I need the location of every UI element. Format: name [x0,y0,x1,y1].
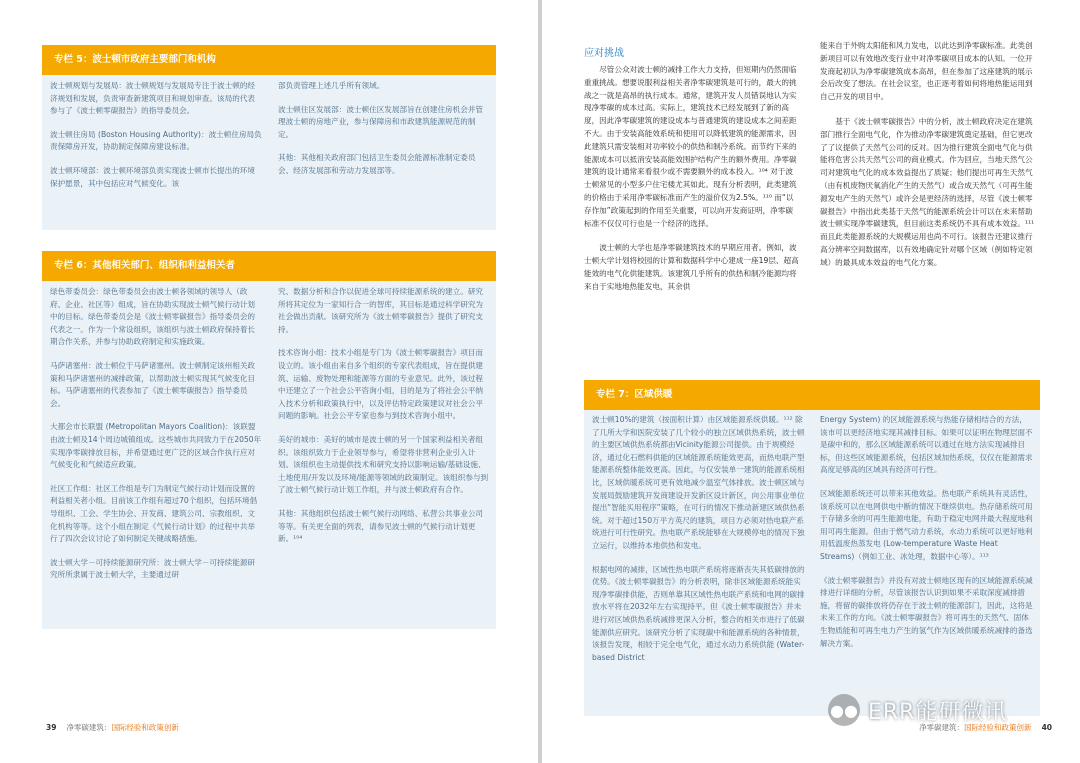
box7-col2 [820,414,1034,712]
box5-header [42,45,496,75]
footer-title-right: 净零碳建筑： [919,723,965,732]
box6-para: 大都会市长联盟 (Metropolitan Mayors Coalition)：该联盟由波士顿及14个周边城镇组成。这些城市共同致力于在2050年实现净零碳排放目标，并希望通过更广泛的区域合作执行应对气候变化和气候适应政策。 [50,422,262,470]
box5-para: 波士顿住房局 (Boston Housing Authority)：波士顿住房局负责保障房开发，协助制定保障房建设标准。 [50,129,262,152]
body-para: 基于《波士顿零碳报告》中的分析，波士顿政府决定在建筑部门推行全面电气化，作为推动净零碳建筑奠定基础，但它更改了了议提供了天然气公司的反对。因为推行建筑全面电气化与供能将危害公共天然气公司的商业模式。作为回应，当地天然气公司对建筑电气化的成本效益提出了质疑；他们提出可再生天然气（由有机废物厌氧消化产生的天然气）或合成天然气（可再生能源发电产生的天然气）或许会是更经济的选择，尽管《波士顿零碳报告》中指出此类基于天然气的能源系统会计可以在未来帮助波士顿实现净零碳建筑，但目前这类系统仍不具有成本效益。¹¹¹ 而且此类能源系统的大规模运用也尚不可行。该报告还建议推行高分辨率空间数据库，以有效地确定针对哪个区域（例如特定领域）的最具成本效益的电气化方案。 [820,116,1035,267]
box7-para: 根据电网的减排，区域性热电联产系统将逐渐丧失其低碳排放的优势。《波士顿零碳报告》的分析表明，除非区域能源系统能实现净零碳排供能，否则单靠其区域性热电联产系统和电网的碳排放水平将在2032年左右实现持平。但《波士顿零碳报告》并未进行对区域供热系统减排更深入分析，整合的相关市进行了低碳能源供应研究。该研究分析了实现碳中和能源系统的各种情景，该报告发现，相较于完全电气化，通过水动力系统供能 (Water-based District [592,564,805,662]
box7-title: 专栏 7：区域供暖 [596,389,673,400]
box6-para: 绿色带委员会：绿色带委员会由波士顿各领域的领导人（政府、企业、社区等）组成，旨在协助实现波士顿气候行动计划中的目标。绿色带委员会是《波士顿零碳报告》指导委员会的代表之一。作为一个常设组织，该组织与波士顿政府保持着长期合作关系，并参与协助政府制定和实施政策。 [50,287,256,347]
watermark-text: ERR能研微讯 [868,699,1008,725]
footer-subtitle-left: 国际经验和政策创新 [111,723,179,732]
box6-para: 马萨诸塞州：波士顿位于马萨诸塞州。波士顿制定该州相关政策和马萨诸塞州的减排政策，以帮助波士顿实现其气候变化目标。马萨诸塞州的代表参加了《波士顿零碳报告》指导委员会。 [50,360,256,408]
box6-para: 技术咨询小组：技术小组是专门为《波士顿零碳报告》项目而设立的。该小组由来自多个组织的专家代表组成，旨在提供建筑、运输、废物处理和能源等方面的专业意见。此外，该过程中还建立了一个社会公平咨询小组，目的是为了将社会公平纳入技术分析和政策执行中，以及评估特定政策建议对社会公平问题的影响。社会公平专家也参与到技术咨询小组中。 [278,348,484,421]
body-para: 能来自于外购太阳能和风力发电，以此达到净零碳标准。此类创新项目可以有效地改变行业中对净零碳项目成本的认知。一位开发商起初认为净零碳建筑成本高昂，但在参加了这座建筑的展示会后改变了想法。在社会议室，也正逐考着如何将地热能运用到自己开发的项目中。 [820,41,1033,102]
right-body-col2 [820,40,1040,356]
box7-para: 《波士顿零碳报告》并没有对波士顿地区现有的区域能源系统减排进行详细的分析，尽管该报告认识到如果不采取深度减排措施，将留的碳排放将仍存在于波士顿的能源部门，因此，这将是未来工作的方向。《波士顿零碳报告》将可再生的天然气、固体生物质能和可再生电力产生的氢气作为区域供暖系统减排的备选解决方案。 [820,575,1033,648]
box7-para: Energy System) 的区域能源系统与热能存储相结合的方法，该市可以更经济地实现其减排目标。如果可以证明在物理层面不是碳中和的，那么区域能源系统可以通过在地方法实现减排目标，但这些区域能源系统，包括区域加热系统，仅仅在能源需求高度足够高的区域具有经济可行性。 [820,415,1033,475]
box6-para: 社区工作组：社区工作组是专门为制定气候行动计划而设置的利益相关者小组。目前该工作组有超过70个组织，包括环境倡导组织、工会、学生协会、开发商、建筑公司、宗教组织、文化机构等等。这个小组在制定《气候行动计划》的过程中共举行了四次会议讨论了如何制定关键战略措施。 [50,483,258,544]
box5-para: 波士顿规划与发展局：波士顿规划与发展局专注于波士顿的经济规划和发展，负责审查新建筑项目和规划审查。该局的代表参与了《波士顿零碳报告》的指导委员会。 [50,81,256,116]
box6-col1 [50,286,262,626]
box7-col1 [592,414,806,712]
right-page [542,0,1080,763]
box5-title: 专栏 5：波士顿市政府主要部门和机构 [54,54,216,65]
section-title: 应对挑战 [584,48,624,59]
right-body-col1 [584,64,800,356]
box6-para: 其他：其他组织包括波士顿气候行动网络、私营公共事业公司等等。有关更全面的列表，请参见波士顿的气候行动计划更新。¹⁰⁴ [278,508,484,544]
footer-title-left: 净零碳建筑： [66,723,112,732]
box7-header [584,380,1040,410]
box5-para: 部负责管理上述几乎所有领域。 [278,81,385,90]
box6-para: 究、数据分析和合作以促进全球可持续能源系统的建立。研究所将其定位为一家知行合一的智库，其目标是通过科学研究为社会做出贡献。该研究所为《波士顿零碳报告》提供了研究支持。 [278,287,484,334]
box6-header [42,251,496,281]
page-number-left: 39 [46,723,57,732]
box7-para: 区域能源系统还可以带来其他效益。热电联产系统具有灵活性，该系统可以在电网供电中断的情况下继续供电。热存储系统可用于存储多余的可再生能源电能，有助于稳定电网并最大程度地利用可再生能源。但由于燃气动力系统，水动力系统可以更好地利用低温废热蒸发电 (Low-temperature Waste Heat Streams)（例如工业、冰处理，数据中心等）。¹¹³ [820,488,1033,561]
box5-para: 其他：其他相关政府部门包括卫生委员会能源标准制定委员会、经济发展部和劳动力发展部等。 [278,153,476,175]
box5-para: 波士顿住区发展部：波士顿住区发展部旨在创建住房机会并管理波士顿的房地产业，参与保障房和市政建筑能源规范的制定。 [278,104,484,139]
box6-para: 波士顿大学－可持续能源研究所：波士顿大学－可持续能源研究所所隶属于波士顿大学，主要通过研 [50,557,256,580]
wechat-icon: ●● [828,694,860,726]
box6-para: 美好的城市：美好的城市是波士顿的另一个国家利益相关者组织。该组织致力于企业领导参与，希望将非营利企业引入计划。该组织也主动提供技术和研究支持以影响运输/基础设施、土地使用/开发以及环境/能源等领域的政策制定。该组织参与到了波士顿气候行动计划工作组，并与波士顿政府有合作。 [278,434,489,495]
page-number-right: 40 [1041,723,1052,732]
box6-col2 [278,286,490,626]
watermark [828,690,1007,730]
box5-col2 [278,80,490,226]
box7-para: 波士顿10%的建筑（按面积计算）由区域能源系统供暖。¹¹² 除了几所大学和医院安装了几个较小的独立区域供热系统，波士顿的主要区域供热系统都由Vicinity能源公司提供。由于规模经济，通过化石燃料供能的区域能源系统能效更高，而热电联产型能源系统整体能效更高。因此，与仅安装单一建筑的能源系统相比，区域供暖系统可更有效地减少温室气体排放。波士顿区域与发展局鼓励建筑开发商建设开发新区设计新区，向公用事业单位提出“智能买用程序”策略，在可行的情况下推动新建区域供热系统。对于超过150万平方英尺的建筑，项目方必须对热电联产系统进行可行性研究。热电联产系统能够在大规模停电的情况下独立运行，以维持本地供热和发电。 [592,415,805,550]
box5-col1 [50,80,262,226]
box5-para: 波士顿环境部：波士顿环境部负责实现波士顿市长提出的环境保护愿景，其中包括应对气候变化。该 [50,165,256,188]
body-para: 尽管公众对波士顿的减排工作大力支持，但短期内仍然面临重重挑战。想要说服利益相关者净零碳建筑是可行的，最大的挑战之一就是高昂的执行成本。通常，建筑开发人员错误地认为实现净零碳的成本过高。实际上，建筑技术已经发展到了新的高度，因此净零碳建筑的建设成本与普通建筑的建设成本之间差距不大。由于安装高能效系统和使用可以降低建筑的能源需求，因此建筑只需安装相对功率较小的供热和制冷系统。而节约下来的能源成本可以抵消安装高能效围护结构产生的额外费用。净零碳建筑的设计通常来看很少或不需要额外的成本投入。¹⁰⁴ 对于波士顿常见的小型多户住宅楼尤其如此。现有分析表明，此类建筑的价格由于采用净零碳标准而产生的溢价仅为2.5%。¹¹⁰ 而“以存作加”政策起到的作用至关重要，可以向开发商证明，净零碳标准不仅仅可行也是一个经济的选择。 [584,65,797,228]
footer-subtitle-right: 国际经验和政策创新 [964,723,1032,732]
left-footer [46,722,179,733]
left-page [0,0,538,763]
body-para: 波士顿的大学也是净零碳建筑技术的早期应用者。例如，波士顿大学计划将校园的计算和数据科学中心建成一座19层、超高能效的电气化供能建筑。该建筑几乎所有的供热和制冷能源均将来自于实地地热能发电，其余供 [584,243,799,291]
box6-title: 专栏 6：其他相关部门、组织和利益相关者 [54,260,235,271]
